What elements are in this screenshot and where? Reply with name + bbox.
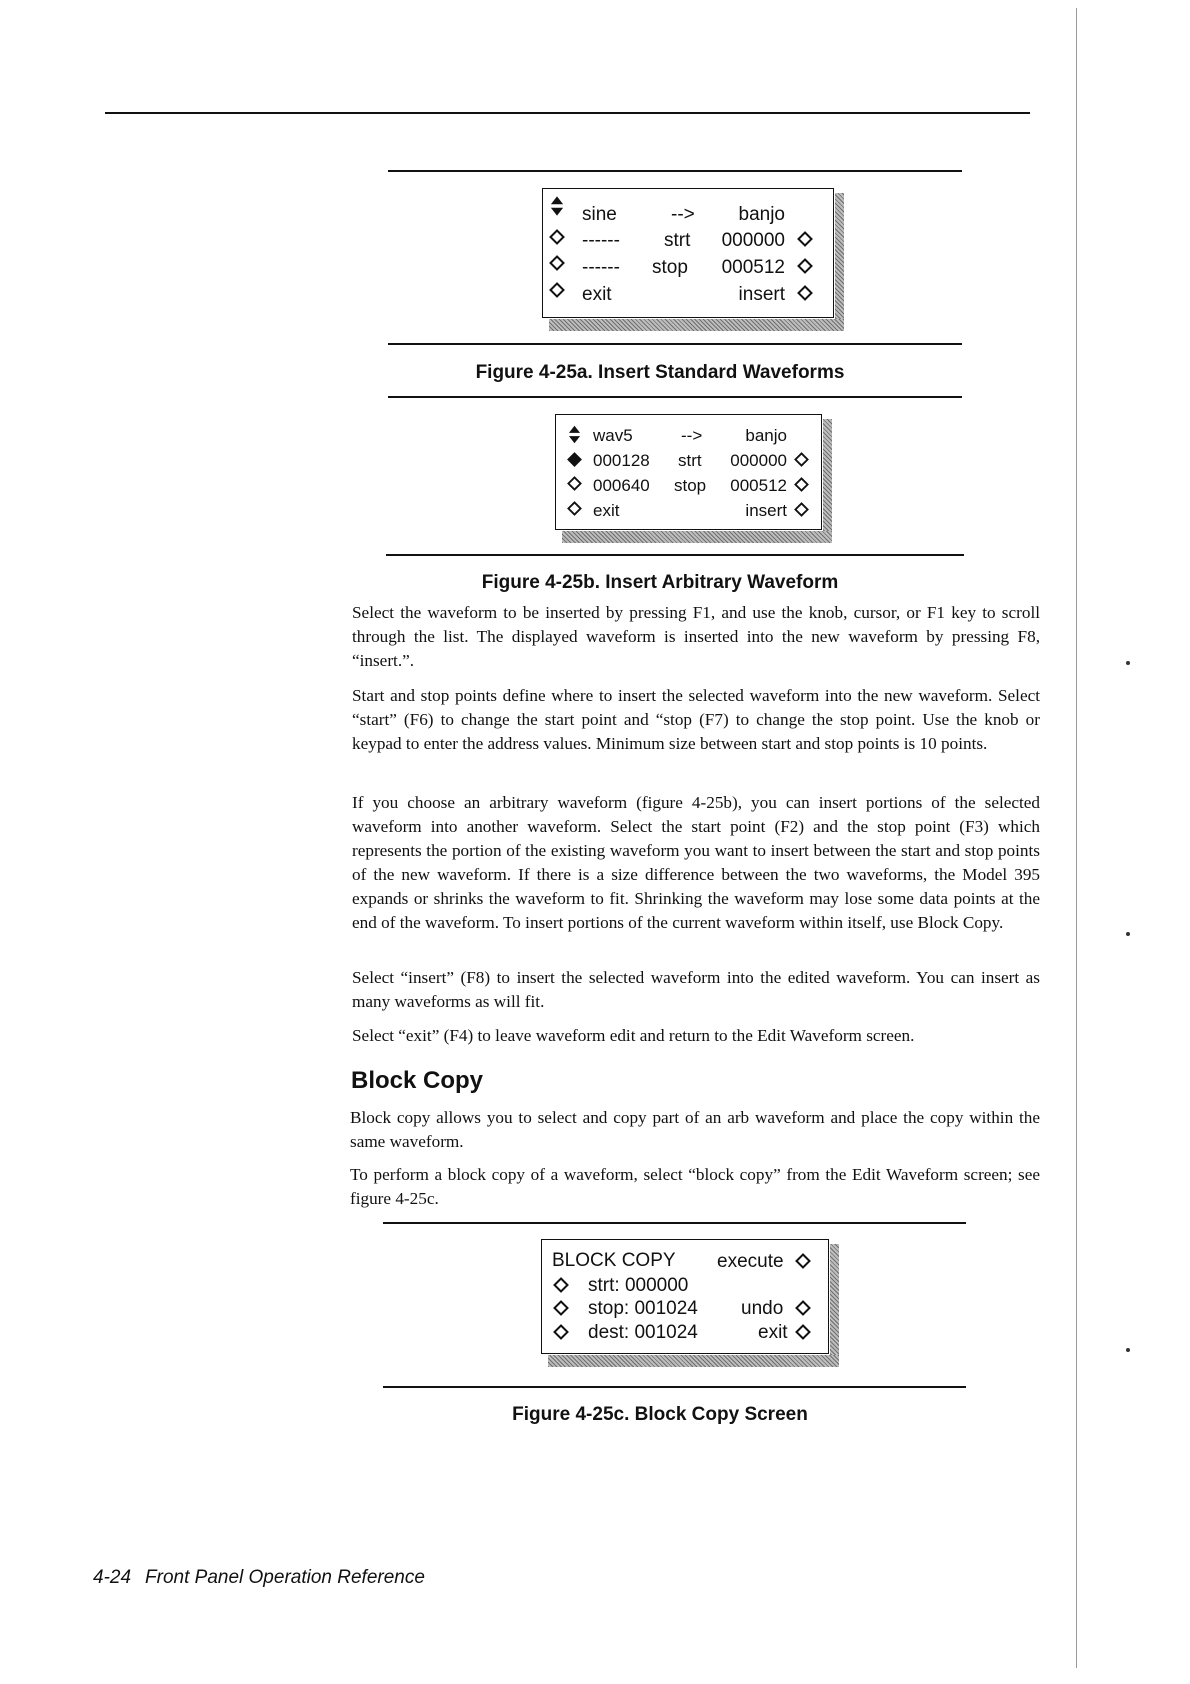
figure-a-row1-mid: --> — [671, 204, 695, 225]
figure-c-bottom-rule — [383, 1386, 966, 1388]
figure-b-row2-right: 000000 — [730, 451, 787, 470]
figure-c-top-rule — [383, 1222, 966, 1224]
figure-b-row4-left: exit — [593, 501, 620, 520]
figure-b-row2-left: 000128 — [593, 451, 650, 470]
paragraph-select-waveform: Select the waveform to be inserted by pressing F1, and use the knob, cursor, or F1 key to scroll through the list. The displayed waveform is inserted into the new waveform by pressing F8, “insert.”. — [352, 603, 1040, 670]
paragraph-block-copy-howto: To perform a block copy of a waveform, select “block copy” from the Edit Waveform screen; see figure 4-25c. — [350, 1165, 1040, 1208]
figure-a-row1-right: banjo — [738, 204, 785, 225]
figure-c-caption: Figure 4-25c. Block Copy Screen — [512, 1404, 808, 1425]
f6-softkey-diamond-icon[interactable] — [794, 452, 809, 467]
figure-a-row1-left: sine — [582, 204, 617, 225]
footer-section-title: Front Panel Operation Reference — [145, 1567, 425, 1588]
figure-a-row3-mid: stop — [652, 257, 688, 278]
figure-a-row2-left: ------ — [582, 230, 620, 251]
panel-shadow — [835, 193, 844, 331]
exit-softkey-diamond-icon[interactable] — [795, 1324, 811, 1340]
panel-shadow — [830, 1244, 839, 1367]
figure-b-row2-mid: strt — [678, 451, 702, 470]
figure-a-screen — [542, 188, 834, 318]
f3-softkey-diamond-icon[interactable] — [567, 476, 582, 491]
page-edge — [1076, 8, 1077, 1668]
f4-softkey-diamond-icon[interactable] — [549, 282, 565, 298]
undo-label: undo — [741, 1298, 784, 1319]
stop-value: stop: 001024 — [588, 1298, 698, 1319]
f8-softkey-diamond-icon[interactable] — [797, 285, 813, 301]
f2-softkey-diamond-icon[interactable] — [549, 229, 565, 245]
execute-softkey-diamond-icon[interactable] — [795, 1253, 811, 1269]
f8-softkey-diamond-icon[interactable] — [794, 502, 809, 517]
f7-softkey-diamond-icon[interactable] — [797, 258, 813, 274]
panel-shadow — [548, 1355, 839, 1367]
section-heading-block-copy: Block Copy — [351, 1067, 484, 1094]
block-copy-title: BLOCK COPY — [552, 1250, 676, 1271]
figure-b-bottom-rule — [386, 554, 964, 556]
figure-b-row3-mid: stop — [674, 476, 707, 495]
figure-a-caption: Figure 4-25a. Insert Standard Waveforms — [475, 362, 845, 383]
header-rule — [105, 112, 1030, 114]
paragraph-insert: Select “insert” (F8) to insert the selected waveform into the edited waveform. You can insert as many waveforms as will fit. — [352, 968, 1040, 1011]
figure-b-row1-right: banjo — [745, 426, 787, 445]
page-number: 4-24 — [93, 1567, 132, 1588]
figure-c-screen — [541, 1239, 829, 1354]
stop-softkey-diamond-icon[interactable] — [553, 1300, 569, 1316]
paragraph-block-copy-intro: Block copy allows you to select and copy part of an arb waveform and place the copy within the same waveform. — [350, 1108, 1040, 1151]
paragraph-start-stop: Start and stop points define where to insert the selected waveform into the new waveform. Select “start” (F6) to change the start point and “stop (F7) to change the stop point. Use the knob or keypad to enter the address values. Minimum size between start and stop points is 10 points. — [352, 686, 1040, 753]
strt-softkey-diamond-icon[interactable] — [553, 1277, 569, 1293]
strt-value: strt: 000000 — [588, 1275, 689, 1296]
dest-softkey-diamond-icon[interactable] — [553, 1324, 569, 1340]
figure-b-row3-right: 000512 — [730, 476, 787, 495]
figure-a-row3-left: ------ — [582, 257, 620, 278]
figure-b-caption: Figure 4-25b. Insert Arbitrary Waveform — [481, 572, 839, 593]
figure-a-bottom-rule — [388, 343, 962, 345]
page-footer — [93, 1567, 425, 1589]
scan-speck — [1126, 932, 1130, 936]
dest-value: dest: 001024 — [588, 1322, 698, 1343]
figure-a-row4-left: exit — [582, 284, 612, 305]
figure-b-row3-left: 000640 — [593, 476, 650, 495]
scroll-arrows-icon[interactable] — [550, 195, 564, 217]
paragraph-exit: Select “exit” (F4) to leave waveform edit and return to the Edit Waveform screen. — [352, 1026, 915, 1045]
figure-a-row3-right: 000512 — [721, 257, 785, 278]
panel-shadow — [549, 319, 844, 331]
figure-b-screen — [555, 414, 822, 530]
f6-softkey-diamond-icon[interactable] — [797, 231, 813, 247]
exit-label: exit — [758, 1322, 788, 1343]
f2-softkey-selected-diamond-icon[interactable] — [566, 451, 583, 468]
figure-b-row1-left: wav5 — [593, 426, 633, 445]
f3-softkey-diamond-icon[interactable] — [549, 255, 565, 271]
scan-speck — [1126, 1348, 1130, 1352]
paragraph-arbitrary: If you choose an arbitrary waveform (figure 4-25b), you can insert portions of the selected waveform into another waveform. Select the start point (F2) and the stop point (F3) which represents the portion of the existing waveform you want to insert between the start and stop points of the new waveform. If there is a size difference between the two waveforms, the Model 395 expands or shrinks the waveform to fit. Shrinking the waveform may lose some data points at the end of the waveform. To insert portions of the current waveform within itself, use Block Copy. — [352, 793, 1040, 932]
scan-speck — [1126, 661, 1130, 665]
panel-shadow — [562, 531, 832, 543]
scroll-arrows-icon[interactable] — [568, 425, 581, 444]
panel-shadow — [823, 419, 832, 543]
figure-b-top-rule — [388, 396, 962, 398]
figure-a-top-rule — [388, 170, 962, 172]
figure-b-row4-right: insert — [745, 501, 787, 520]
figure-b-row1-mid: --> — [681, 426, 703, 445]
figure-a-row4-right: insert — [738, 284, 785, 305]
figure-a-row2-mid: strt — [664, 230, 691, 251]
undo-softkey-diamond-icon[interactable] — [795, 1300, 811, 1316]
figure-a-row2-right: 000000 — [721, 230, 785, 251]
execute-label: execute — [717, 1251, 784, 1272]
f4-softkey-diamond-icon[interactable] — [567, 501, 582, 516]
f7-softkey-diamond-icon[interactable] — [794, 477, 809, 492]
